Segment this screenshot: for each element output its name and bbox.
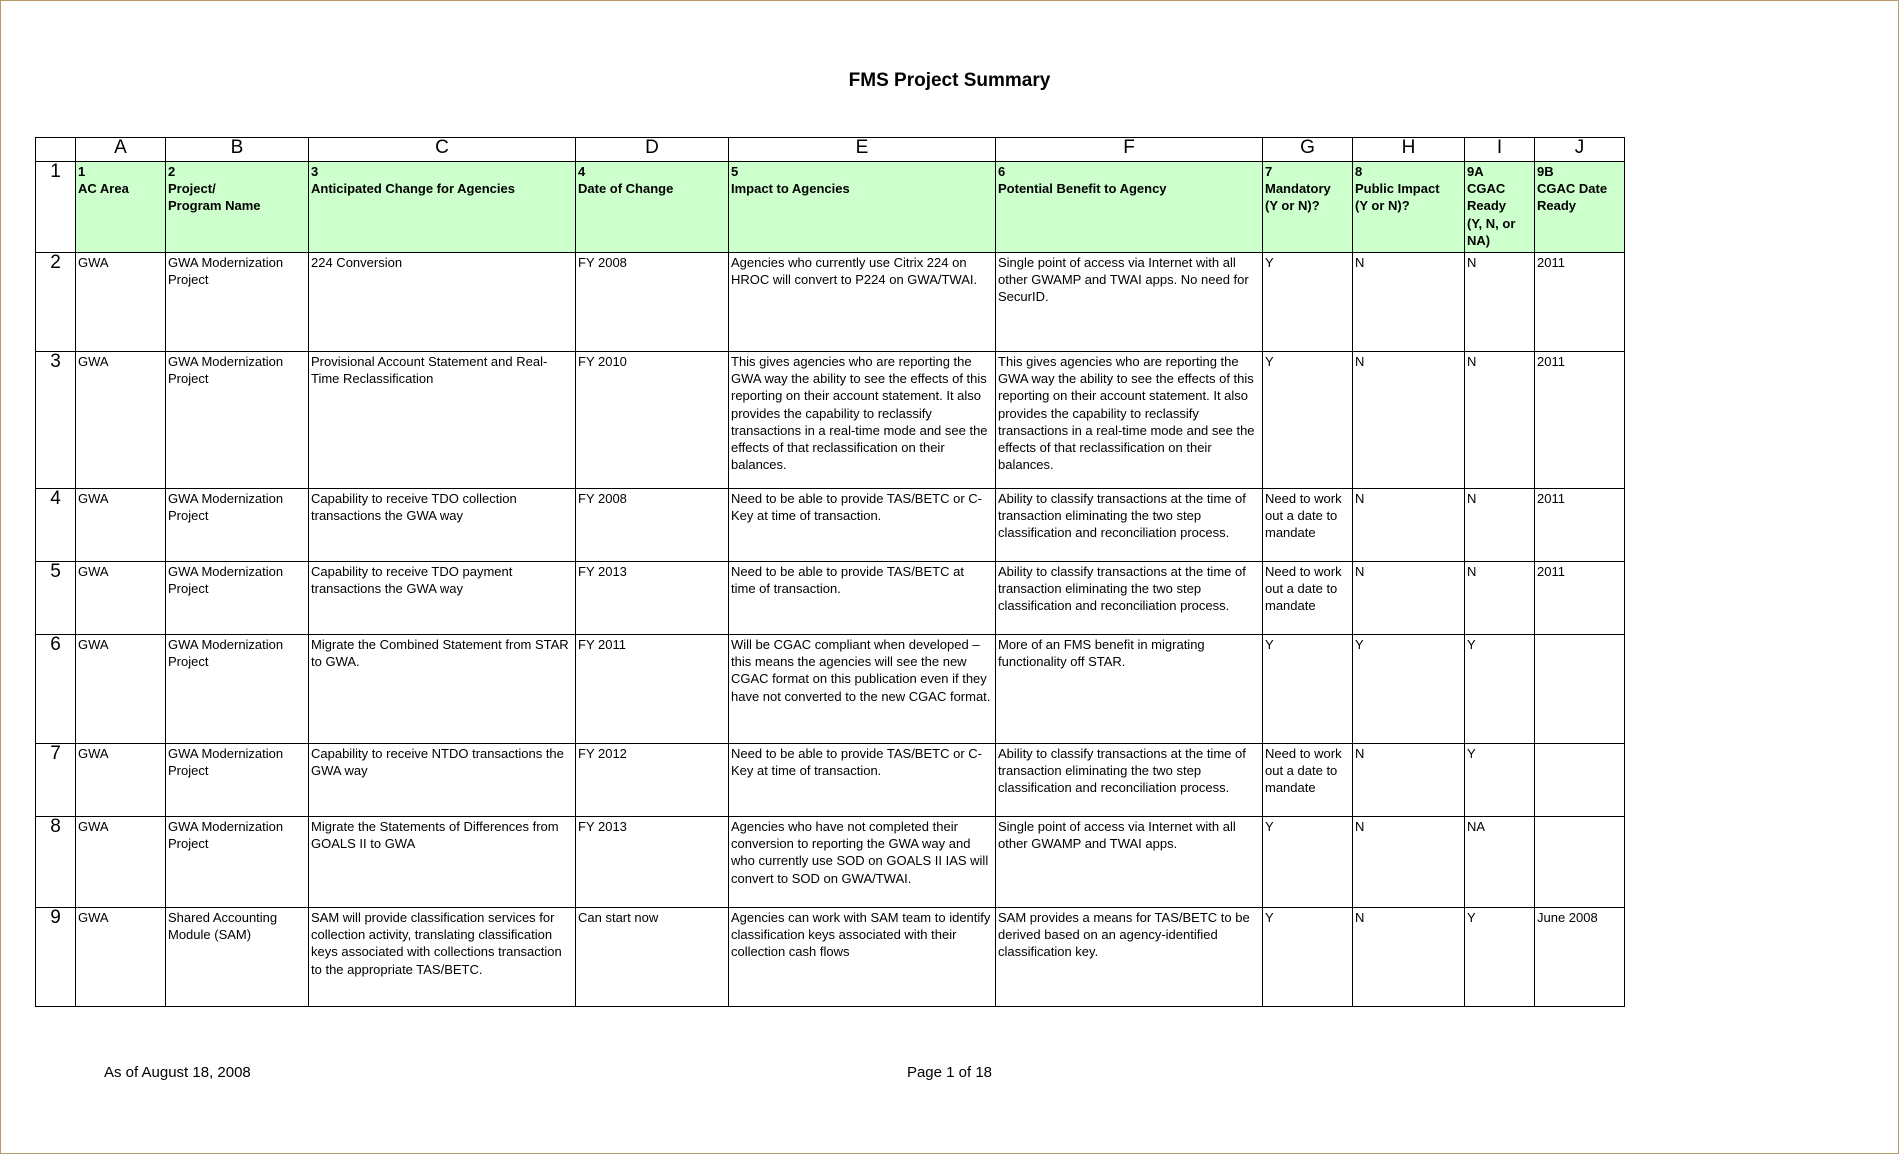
cell-anticipated-change: Migrate the Combined Statement from STAR to GWA. bbox=[309, 635, 576, 744]
cell-program-name: GWA Modernization Project bbox=[166, 253, 309, 352]
cell-date-of-change: FY 2010 bbox=[576, 352, 729, 489]
cell-anticipated-change: SAM will provide classification services for collection activity, translating classification keys associated with collections transaction to the appropriate TAS/BETC. bbox=[309, 908, 576, 1007]
cell-impact: Agencies who have not completed their conversion to reporting the GWA way and who currently use SOD on GOALS II IAS will convert to SOD on GWA/TWAI. bbox=[729, 817, 996, 908]
header-cell bbox=[729, 162, 996, 253]
cell-mandatory: Need to work out a date to mandate bbox=[1263, 489, 1353, 562]
cell-cgac-date: 2011 bbox=[1535, 562, 1625, 635]
cell-benefit: Single point of access via Internet with all other GWAMP and TWAI apps. No need for SecurID. bbox=[996, 253, 1263, 352]
cell-mandatory: Need to work out a date to mandate bbox=[1263, 744, 1353, 817]
cell-date-of-change: FY 2013 bbox=[576, 562, 729, 635]
table-row bbox=[36, 253, 1625, 352]
cell-cgac-date bbox=[1535, 635, 1625, 744]
cell-public-impact: Y bbox=[1353, 635, 1465, 744]
page-title: FMS Project Summary bbox=[848, 70, 1051, 91]
column-label: Date of Change bbox=[578, 181, 674, 197]
table-row bbox=[36, 489, 1625, 562]
corner-cell bbox=[36, 138, 76, 162]
cell-cgac-ready: Y bbox=[1465, 908, 1535, 1007]
cell-anticipated-change: Capability to receive NTDO transactions the GWA way bbox=[309, 744, 576, 817]
column-number: 1 bbox=[78, 164, 86, 179]
cell-program-name: Shared Accounting Module (SAM) bbox=[166, 908, 309, 1007]
cell-mandatory: Y bbox=[1263, 908, 1353, 1007]
row-number: 5 bbox=[36, 562, 76, 635]
cell-cgac-date: 2011 bbox=[1535, 253, 1625, 352]
cell-date-of-change: FY 2013 bbox=[576, 817, 729, 908]
row-number: 7 bbox=[36, 744, 76, 817]
cell-cgac-ready: N bbox=[1465, 489, 1535, 562]
cell-cgac-ready: N bbox=[1465, 253, 1535, 352]
column-label: Anticipated Change for Agencies bbox=[311, 181, 515, 197]
column-label: Potential Benefit to Agency bbox=[998, 181, 1167, 197]
cell-anticipated-change: Migrate the Statements of Differences from GOALS II to GWA bbox=[309, 817, 576, 908]
cell-anticipated-change: Capability to receive TDO collection transactions the GWA way bbox=[309, 489, 576, 562]
cell-public-impact: N bbox=[1353, 908, 1465, 1007]
cell-cgac-ready: Y bbox=[1465, 744, 1535, 817]
cell-cgac-date: June 2008 bbox=[1535, 908, 1625, 1007]
cell-ac-area: GWA bbox=[76, 489, 166, 562]
cell-impact: Need to be able to provide TAS/BETC or C- Key at time of transaction. bbox=[729, 744, 996, 817]
header-cell bbox=[309, 162, 576, 253]
cell-anticipated-change: 224 Conversion bbox=[309, 253, 576, 352]
column-letter: G bbox=[1263, 138, 1353, 162]
table-row bbox=[36, 562, 1625, 635]
cell-anticipated-change: Provisional Account Statement and Real- Time Reclassification bbox=[309, 352, 576, 489]
table-row bbox=[36, 817, 1625, 908]
cell-public-impact: N bbox=[1353, 562, 1465, 635]
cell-cgac-ready: Y bbox=[1465, 635, 1535, 744]
cell-impact: Agencies can work with SAM team to identify classification keys associated with their collection cash flows bbox=[729, 908, 996, 1007]
table-row bbox=[36, 744, 1625, 817]
cell-benefit: SAM provides a means for TAS/BETC to be derived based on an agency-identified classification key. bbox=[996, 908, 1263, 1007]
column-label: AC Area bbox=[78, 181, 129, 197]
header-cell bbox=[576, 162, 729, 253]
header-cell bbox=[996, 162, 1263, 253]
cell-benefit: Ability to classify transactions at the time of transaction eliminating the two step classification and reconciliation process. bbox=[996, 562, 1263, 635]
row-number: 1 bbox=[36, 162, 76, 253]
column-number: 4 bbox=[578, 164, 586, 179]
cell-ac-area: GWA bbox=[76, 562, 166, 635]
cell-cgac-date: 2011 bbox=[1535, 352, 1625, 489]
row-number: 6 bbox=[36, 635, 76, 744]
cell-impact: Need to be able to provide TAS/BETC or C- Key at time of transaction. bbox=[729, 489, 996, 562]
cell-anticipated-change: Capability to receive TDO payment transactions the GWA way bbox=[309, 562, 576, 635]
cell-impact: Will be CGAC compliant when developed – this means the agencies will see the new CGAC format on this publication even if they have not converted to the new CGAC format. bbox=[729, 635, 996, 744]
cell-program-name: GWA Modernization Project bbox=[166, 489, 309, 562]
header-cell bbox=[1465, 162, 1535, 253]
cell-ac-area: GWA bbox=[76, 635, 166, 744]
cell-date-of-change: FY 2008 bbox=[576, 253, 729, 352]
cell-benefit: Ability to classify transactions at the time of transaction eliminating the two step classification and reconciliation process. bbox=[996, 744, 1263, 817]
header-cell bbox=[166, 162, 309, 253]
column-letter: J bbox=[1535, 138, 1625, 162]
cell-public-impact: N bbox=[1353, 352, 1465, 489]
row-number: 2 bbox=[36, 253, 76, 352]
column-letter-row bbox=[36, 138, 1625, 162]
footer-date: As of August 18, 2008 bbox=[104, 1064, 251, 1081]
cell-mandatory: Y bbox=[1263, 635, 1353, 744]
column-label: CGAC Ready (Y, N, or NA) bbox=[1467, 181, 1516, 248]
cell-program-name: GWA Modernization Project bbox=[166, 744, 309, 817]
table-row bbox=[36, 908, 1625, 1007]
cell-ac-area: GWA bbox=[76, 352, 166, 489]
header-row bbox=[36, 162, 1625, 253]
cell-impact: Need to be able to provide TAS/BETC at time of transaction. bbox=[729, 562, 996, 635]
column-letter: E bbox=[729, 138, 996, 162]
column-number: 7 bbox=[1265, 164, 1273, 179]
cell-date-of-change: Can start now bbox=[576, 908, 729, 1007]
column-letter: D bbox=[576, 138, 729, 162]
row-number: 3 bbox=[36, 352, 76, 489]
table-row bbox=[36, 635, 1625, 744]
cell-public-impact: N bbox=[1353, 253, 1465, 352]
cell-cgac-ready: N bbox=[1465, 352, 1535, 489]
cell-cgac-ready: NA bbox=[1465, 817, 1535, 908]
cell-ac-area: GWA bbox=[76, 253, 166, 352]
cell-program-name: GWA Modernization Project bbox=[166, 562, 309, 635]
column-letter: B bbox=[166, 138, 309, 162]
cell-benefit: This gives agencies who are reporting the GWA way the ability to see the effects of this reporting on their account statement. It also provides the capability to reclassify transactions in a real-time mode and see the effects of that reclassification on their balances. bbox=[996, 352, 1263, 489]
column-number: 5 bbox=[731, 164, 739, 179]
column-letter: I bbox=[1465, 138, 1535, 162]
cell-date-of-change: FY 2012 bbox=[576, 744, 729, 817]
cell-benefit: Ability to classify transactions at the time of transaction eliminating the two step classification and reconciliation process. bbox=[996, 489, 1263, 562]
footer-page-number: Page 1 of 18 bbox=[906, 1064, 993, 1081]
column-label: Mandatory (Y or N)? bbox=[1265, 181, 1331, 214]
column-label: Public Impact (Y or N)? bbox=[1355, 181, 1440, 214]
row-number: 4 bbox=[36, 489, 76, 562]
cell-date-of-change: FY 2008 bbox=[576, 489, 729, 562]
cell-cgac-date: 2011 bbox=[1535, 489, 1625, 562]
column-number: 2 bbox=[168, 164, 176, 179]
cell-cgac-date bbox=[1535, 744, 1625, 817]
column-letter: H bbox=[1353, 138, 1465, 162]
column-letter: A bbox=[76, 138, 166, 162]
project-summary-table bbox=[35, 137, 1625, 1007]
column-number: 6 bbox=[998, 164, 1006, 179]
cell-benefit: More of an FMS benefit in migrating functionality off STAR. bbox=[996, 635, 1263, 744]
cell-date-of-change: FY 2011 bbox=[576, 635, 729, 744]
row-number: 9 bbox=[36, 908, 76, 1007]
cell-program-name: GWA Modernization Project bbox=[166, 817, 309, 908]
cell-cgac-date bbox=[1535, 817, 1625, 908]
cell-impact: Agencies who currently use Citrix 224 on HROC will convert to P224 on GWA/TWAI. bbox=[729, 253, 996, 352]
cell-public-impact: N bbox=[1353, 744, 1465, 817]
column-number: 9B bbox=[1537, 164, 1554, 179]
column-letter: C bbox=[309, 138, 576, 162]
column-label: Project/ Program Name bbox=[168, 181, 261, 214]
cell-public-impact: N bbox=[1353, 489, 1465, 562]
column-label: Impact to Agencies bbox=[731, 181, 850, 197]
cell-cgac-ready: N bbox=[1465, 562, 1535, 635]
cell-mandatory: Y bbox=[1263, 817, 1353, 908]
header-cell bbox=[1353, 162, 1465, 253]
row-number: 8 bbox=[36, 817, 76, 908]
column-number: 3 bbox=[311, 164, 319, 179]
cell-ac-area: GWA bbox=[76, 817, 166, 908]
cell-public-impact: N bbox=[1353, 817, 1465, 908]
header-cell bbox=[1535, 162, 1625, 253]
cell-ac-area: GWA bbox=[76, 744, 166, 817]
header-cell bbox=[76, 162, 166, 253]
column-letter: F bbox=[996, 138, 1263, 162]
cell-impact: This gives agencies who are reporting the GWA way the ability to see the effects of this reporting on their account statement. It also provides the capability to reclassify transactions in a real-time mode and see the effects of that reclassification on their balances. bbox=[729, 352, 996, 489]
cell-mandatory: Y bbox=[1263, 253, 1353, 352]
column-label: CGAC Date Ready bbox=[1537, 181, 1608, 214]
column-number: 9A bbox=[1467, 164, 1484, 179]
cell-program-name: GWA Modernization Project bbox=[166, 352, 309, 489]
cell-ac-area: GWA bbox=[76, 908, 166, 1007]
cell-mandatory: Y bbox=[1263, 352, 1353, 489]
table-row bbox=[36, 352, 1625, 489]
cell-program-name: GWA Modernization Project bbox=[166, 635, 309, 744]
cell-benefit: Single point of access via Internet with all other GWAMP and TWAI apps. bbox=[996, 817, 1263, 908]
cell-mandatory: Need to work out a date to mandate bbox=[1263, 562, 1353, 635]
header-cell bbox=[1263, 162, 1353, 253]
column-number: 8 bbox=[1355, 164, 1363, 179]
